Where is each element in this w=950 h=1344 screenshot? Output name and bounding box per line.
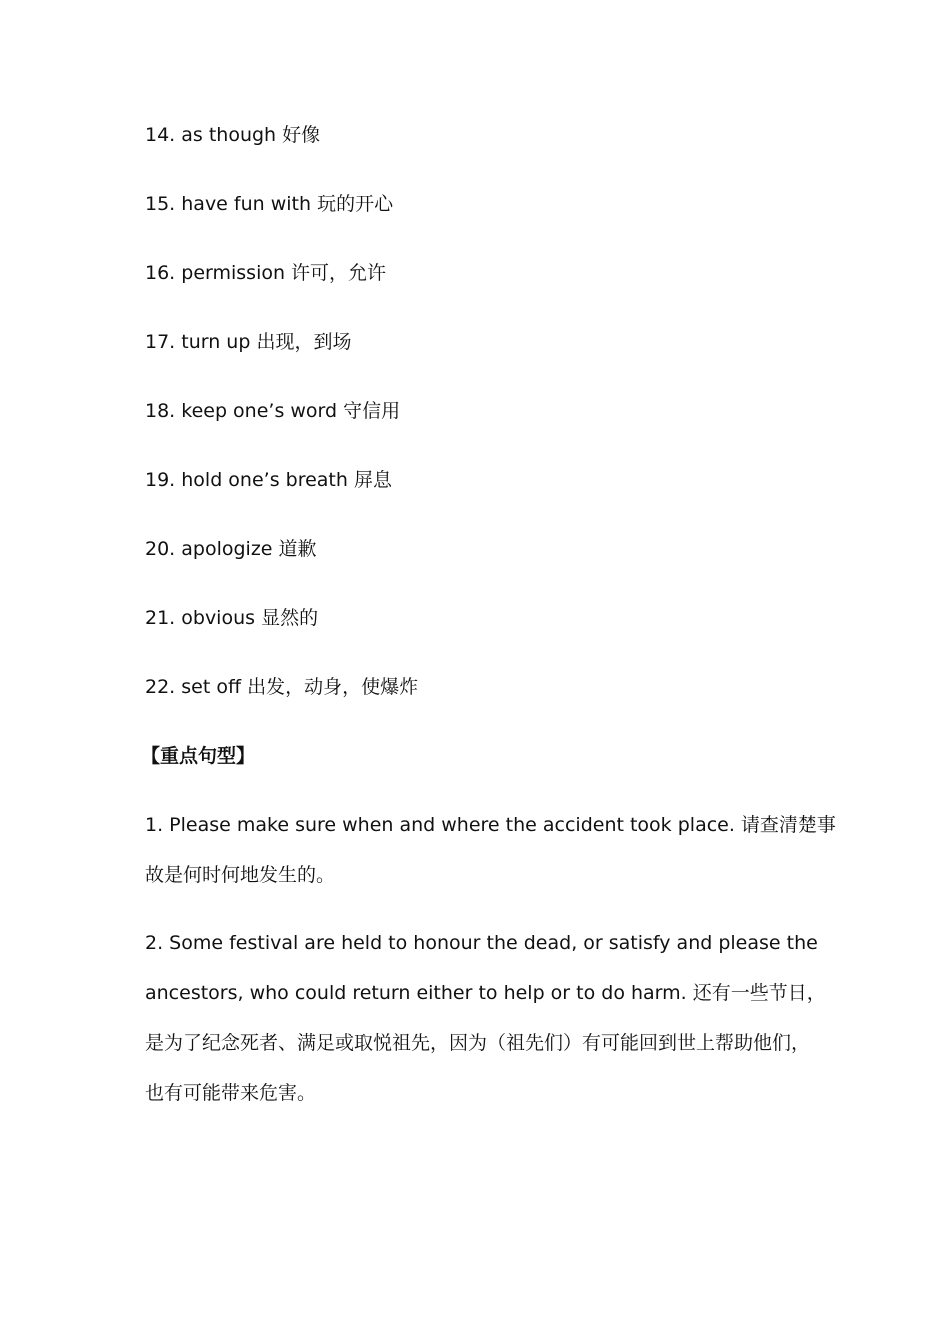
section-heading-key-sentences: 【重点句型】 (141, 745, 256, 767)
vocab-item-16: 16. permission 许可，允许 (145, 262, 387, 284)
sentence-2-line-3: 是为了纪念死者、满足或取悦祖先，因为（祖先们）有可能回到世上帮助他们， (145, 1032, 811, 1054)
sentence-2-line-2: ancestors, who could return either to help or to do harm. 还有一些节日， (145, 982, 826, 1004)
sentence-2-line-1: 2. Some festival are held to honour the dead, or satisfy and please the (145, 932, 818, 954)
sentence-1-line-2: 故是何时何地发生的。 (145, 864, 336, 886)
vocab-item-15: 15. have fun with 玩的开心 (145, 193, 394, 215)
vocab-item-17: 17. turn up 出现，到场 (145, 331, 352, 353)
vocab-item-18: 18. keep one’s word 守信用 (145, 400, 401, 422)
sentence-1-line-1: 1. Please make sure when and where the accident took place. 请查清楚事 (145, 814, 836, 836)
vocab-item-21: 21. obvious 显然的 (145, 607, 319, 629)
vocab-item-20: 20. apologize 道歉 (145, 538, 317, 560)
sentence-2-line-4: 也有可能带来危害。 (145, 1082, 317, 1104)
vocab-item-14: 14. as though 好像 (145, 124, 321, 146)
vocab-item-22: 22. set off 出发，动身，使爆炸 (145, 676, 419, 698)
vocab-item-19: 19. hold one’s breath 屏息 (145, 469, 392, 491)
